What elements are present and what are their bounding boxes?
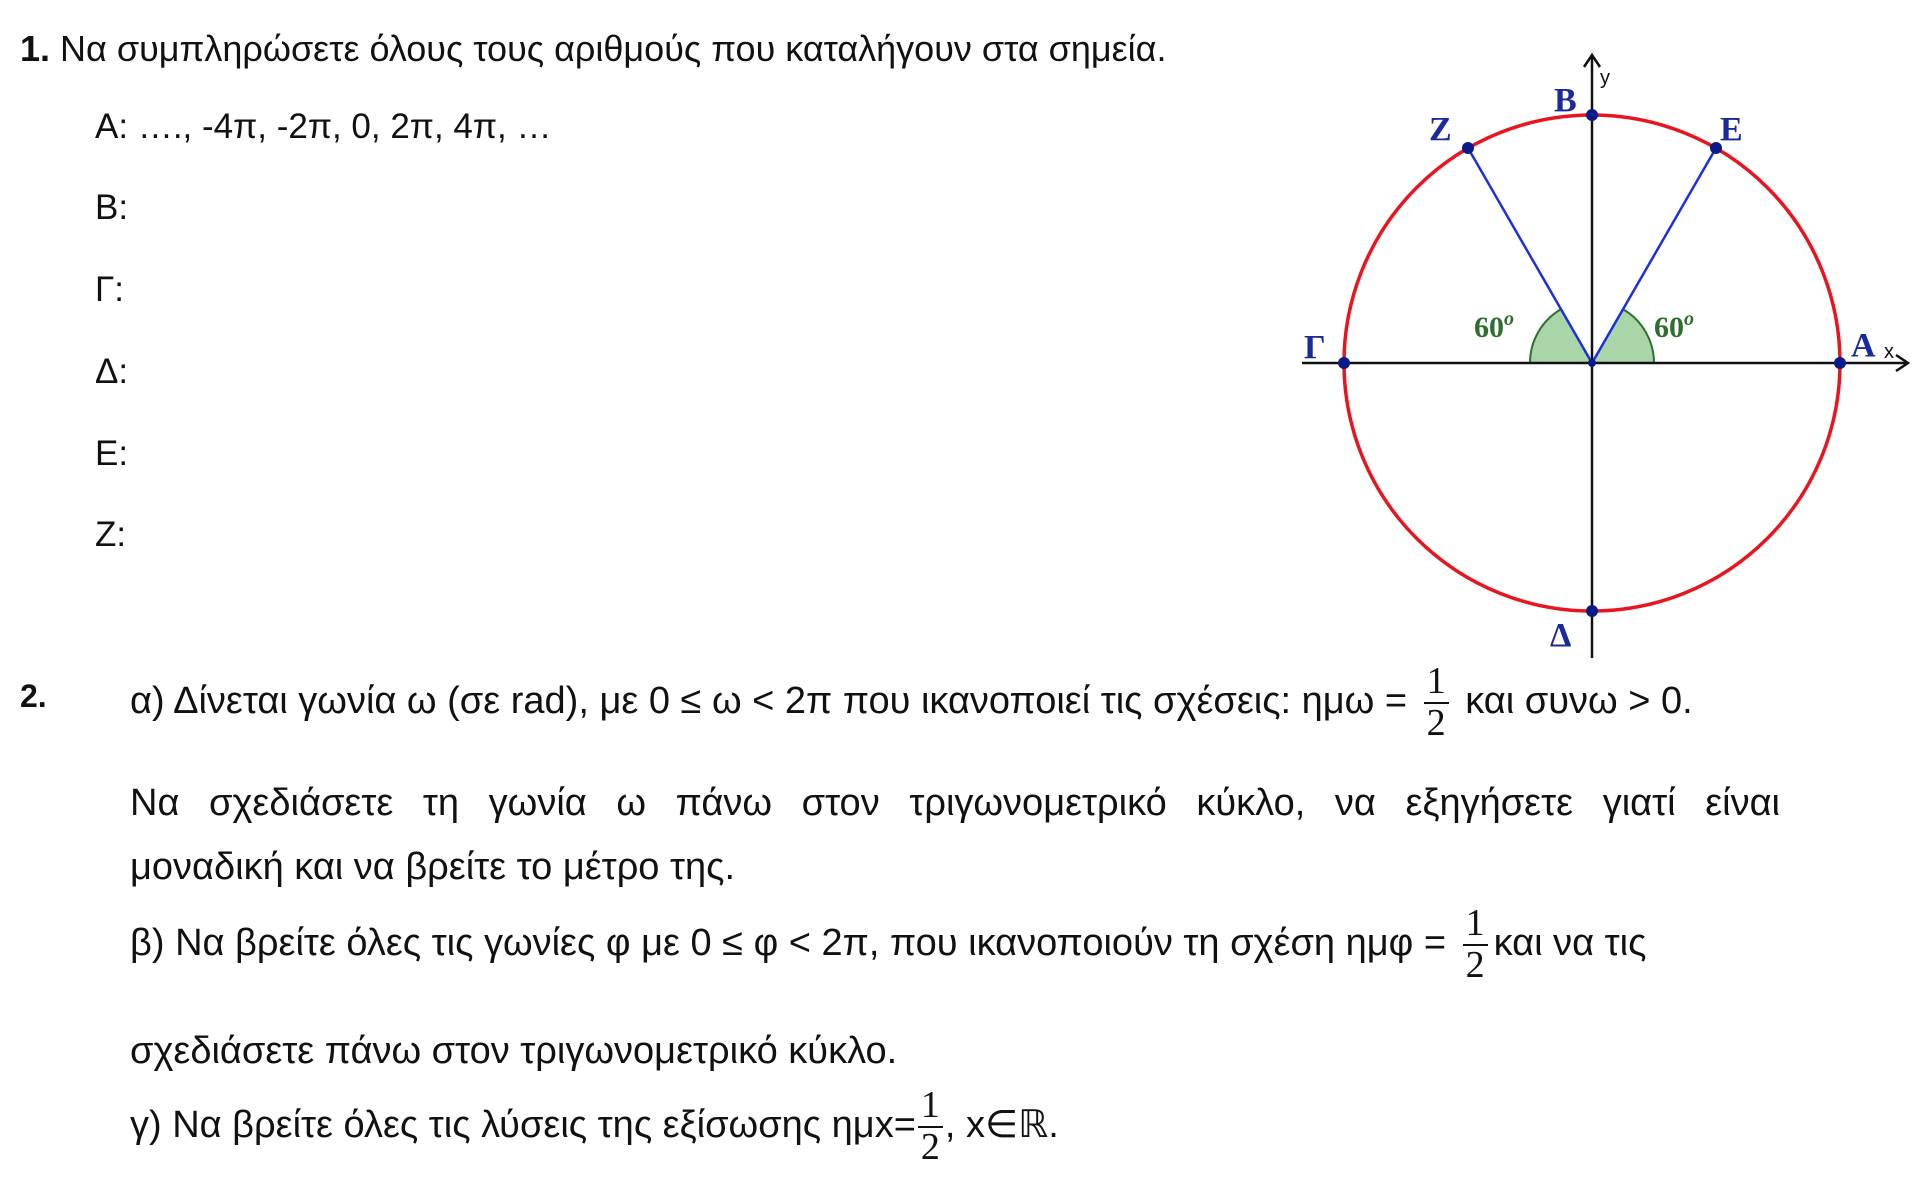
q2b-line-1 — [130, 904, 1646, 986]
q2a-line-2: Να σχεδιάσετε τη γωνία ω πάνω στον τριγωνομετρικό κύκλο, να εξηγήσετε γιατί είναι — [130, 782, 1780, 824]
point-b-row — [95, 188, 128, 228]
q2b-line-2: σχεδιάσετε πάνω στον τριγωνομετρικό κύκλο. — [130, 1030, 898, 1072]
point-a-row — [95, 107, 551, 147]
point-d-row — [95, 352, 128, 392]
point-b-label: Β: — [95, 188, 129, 227]
angle-sector-right — [1592, 309, 1654, 363]
q2b-text-pre: β) Να βρείτε όλες τις γωνίες φ με 0 ≤ φ < 2π, που ικανοποιούν τη σχέση ημφ = — [130, 921, 1457, 964]
q2a-line-3: μοναδική και να βρείτε το μέτρο της. — [130, 846, 736, 888]
q2c-text-pre: γ) Να βρείτε όλες τις λύσεις της εξίσωσης ημx= — [130, 1103, 916, 1146]
origin-dot — [1588, 359, 1596, 367]
q2b-fraction — [1463, 904, 1488, 986]
fig-label-e: Ε — [1720, 111, 1743, 148]
fig-label-a: Α — [1851, 327, 1876, 364]
question-1-number: 1. — [20, 28, 51, 69]
fig-label-g: Γ — [1304, 329, 1326, 366]
q2a-text-pre: α) Δίνεται γωνία ω (σε rad), με 0 ≤ ω < 2π που ικανοποιεί τις σχέσεις: ημω = — [130, 679, 1418, 722]
question-1-text: Να συμπληρώσετε όλους τους αριθμούς που καταλήγουν στα σημεία. — [60, 28, 1167, 69]
angle-sector-left — [1530, 309, 1592, 363]
q2c-line — [130, 1086, 1059, 1168]
point-g-label: Γ: — [95, 270, 125, 309]
q2a-fraction — [1424, 662, 1449, 744]
point-a-dot — [1834, 357, 1846, 369]
y-axis-label: y — [1600, 67, 1610, 89]
q2c-fraction — [918, 1086, 943, 1168]
q2a-frac-num: 1 — [1426, 660, 1446, 702]
q2a-text-post: και συνω > 0. — [1454, 679, 1693, 722]
q2b-text-post: και να τις — [1493, 921, 1647, 964]
q2a-line-1 — [130, 662, 1693, 744]
point-b-dot — [1586, 109, 1598, 121]
point-e-label: Ε: — [95, 434, 129, 473]
q2c-text-post: , x∈ — [944, 1103, 1019, 1146]
question-1-title — [20, 28, 1166, 70]
q2c-real-set: ℝ — [1018, 1103, 1049, 1146]
point-a-label: Α: — [95, 107, 129, 146]
angle-label-right: 60$^o$ — [1654, 308, 1694, 344]
point-z-label: Ζ: — [95, 515, 127, 554]
fig-label-d: Δ — [1550, 617, 1572, 654]
point-d-label: Δ: — [95, 352, 129, 391]
angle-label-left: 60$^o$ — [1474, 308, 1514, 344]
point-z-dot — [1462, 142, 1474, 154]
x-axis-label: x — [1884, 341, 1894, 363]
point-e-row — [95, 434, 128, 474]
q2c-frac-num: 1 — [920, 1084, 940, 1126]
point-g-dot — [1338, 357, 1350, 369]
q2c-text-end: . — [1048, 1103, 1059, 1146]
point-d-dot — [1586, 605, 1598, 617]
q2b-frac-den: 2 — [1463, 944, 1488, 986]
q2a-frac-den: 2 — [1424, 702, 1449, 744]
fig-label-z: Ζ — [1429, 111, 1452, 148]
point-z-row — [95, 515, 126, 555]
point-a-values: …., -4π, -2π, 0, 2π, 4π, … — [137, 107, 552, 146]
question-2-number: 2. — [20, 678, 47, 714]
q2c-frac-den: 2 — [918, 1126, 943, 1168]
trig-circle-figure — [1290, 40, 1920, 670]
fig-label-b: Β — [1554, 82, 1577, 119]
point-g-row — [95, 270, 124, 310]
q2b-frac-num: 1 — [1465, 902, 1485, 944]
